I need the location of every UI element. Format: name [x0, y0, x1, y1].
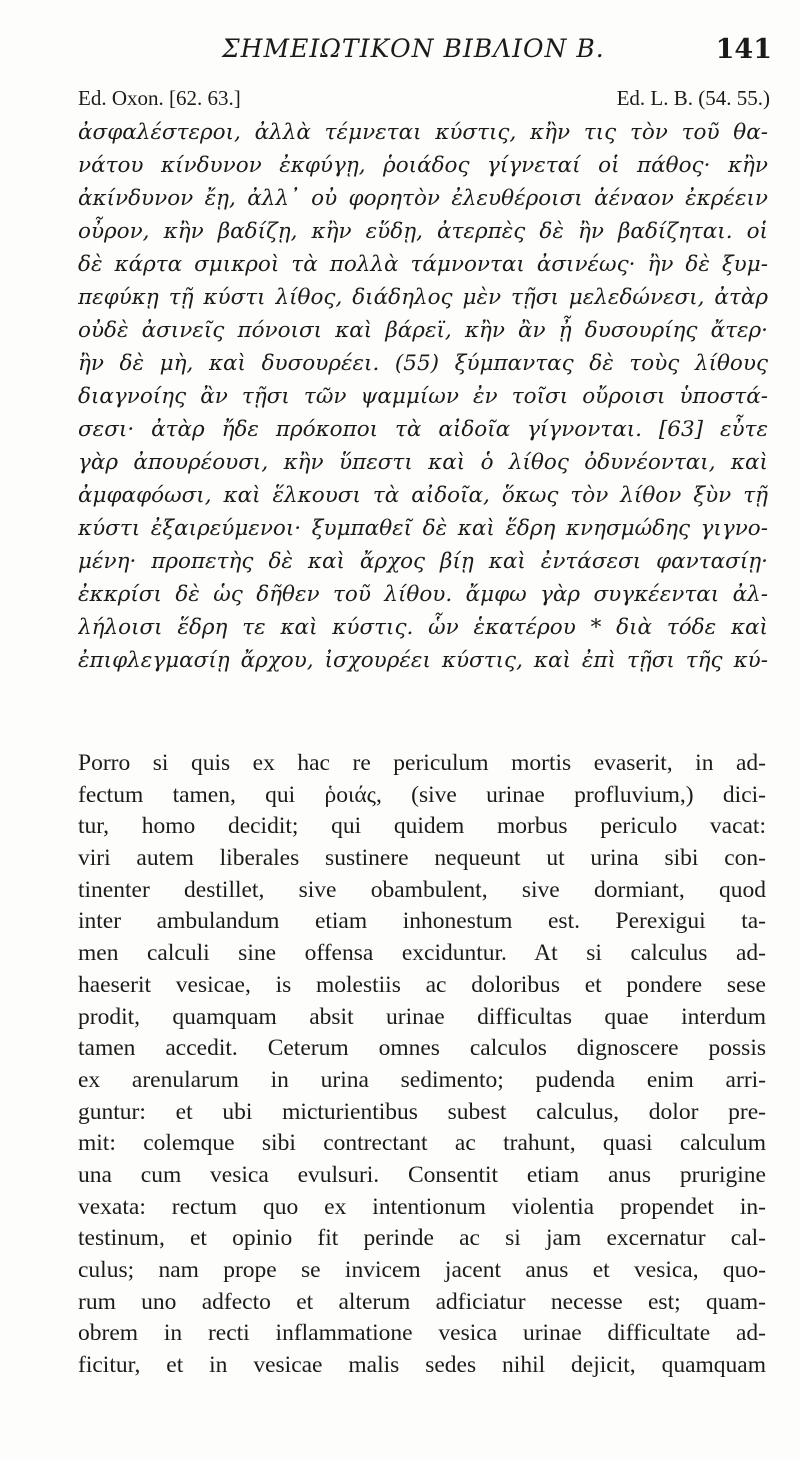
- greek-line: δὲ κάρτα σμικροὶ τὰ πολλὰ τάμνονται ἀσινέως· ἢν δὲ ξυμ-: [78, 252, 768, 277]
- latin-line: guntur: et ubi micturientibus subest calculus, dolor pre-: [78, 1098, 766, 1125]
- page-header: [0, 34, 800, 74]
- edition-references: [0, 86, 800, 114]
- latin-line: vexata: rectum quo ex intentionum violentia propendet in-: [78, 1193, 766, 1220]
- greek-line: ἀσφαλέστεροι, ἀλλὰ τέμνεται κύστις, κἢν τις τὸν τοῦ θα-: [78, 120, 768, 145]
- greek-line: σεσι· ἀτὰρ ἤδε πρόκοποι τὰ αἰδοῖα γίγνονται. [63] εὖτε: [78, 417, 768, 442]
- latin-line: tinenter destillet, sive obambulent, sive dormiant, quod: [78, 876, 766, 903]
- latin-line: Porro si quis ex hac re periculum mortis evaserit, in ad-: [78, 750, 766, 776]
- latin-line: haeserit vesicae, is molestiis ac doloribus et pondere sese: [78, 971, 766, 998]
- greek-line: ἀκίνδυνον ἔῃ, ἀλλ᾽ οὐ φορητὸν ἐλευθέροισι ἀέναον ἐκρέειν: [78, 186, 768, 211]
- latin-line: tur, homo decidit; qui quidem morbus periculo vacat:: [78, 813, 766, 840]
- greek-line: ἐκκρίσι δὲ ὡς δῆθεν τοῦ λίθου. ἄμφω γὰρ συγκέενται ἀλ-: [78, 582, 768, 607]
- edition-reference-leiden: Ed. L. B. (54. 55.): [616, 86, 770, 110]
- greek-line: νάτου κίνδυνον ἐκφύγῃ, ῥοιάδος γίγνεταί οἱ πάθος· κἢν: [78, 153, 768, 178]
- latin-line: culus; nam prope se invicem jacent anus et vesica, quo-: [78, 1257, 766, 1283]
- latin-line: testinum, et opinio fit perinde ac si jam excernatur cal-: [78, 1225, 766, 1252]
- edition-reference-oxford: Ed. Oxon. [62. 63.]: [78, 86, 241, 110]
- latin-line: viri autem liberales sustinere nequeunt ut urina sibi con-: [78, 845, 766, 872]
- latin-line: obrem in recti inflammatione vesica urinae difficultate ad-: [78, 1320, 766, 1347]
- greek-line: κύστι ἐξαιρεύμενοι· ξυμπαθεῖ δὲ καὶ ἕδρη κνησμώδης γιγνο-: [78, 516, 768, 541]
- page-number: 141: [715, 34, 772, 65]
- latin-line: ficitur, et in vesicae malis sedes nihil dejicit, quamquam: [78, 1352, 766, 1379]
- greek-line: ἢν δὲ μὴ, καὶ δυσουρέει. (55) ξύμπαντας δὲ τοὺς λίθους: [78, 351, 768, 376]
- greek-line: οὖρον, κἢν βαδίζῃ, κἢν εὕδῃ, ἀτερπὲς δὲ ἢν βαδίζηται. οἱ: [78, 219, 768, 244]
- greek-line: διαγνοίης ἂν τῇσι τῶν ψαμμίων ἐν τοῖσι οὔροισι ὑποστά-: [78, 384, 768, 409]
- latin-line: mit: colemque sibi contrectant ac trahunt, quasi calculum: [78, 1130, 766, 1157]
- greek-line: οὐδὲ ἀσινεῖς πόνοισι καὶ βάρεϊ, κἢν ἂν ᾖ δυσουρίης ἄτερ·: [78, 318, 768, 343]
- greek-line: γὰρ ἀπουρέουσι, κἢν ὕπεστι καὶ ὁ λίθος ὀδυνέονται, καὶ: [78, 450, 768, 475]
- latin-line: ex arenularum in urina sedimento; pudenda enim arri-: [78, 1066, 766, 1093]
- greek-line: ἐπιφλεγμασίῃ ἄρχου, ἰσχουρέει κύστις, καὶ ἐπὶ τῇσι τῆς κύ-: [78, 648, 768, 673]
- greek-line: μένη· προπετὴς δὲ καὶ ἄρχος βίῃ καὶ ἐντάσεσι φαντασίῃ·: [78, 549, 768, 574]
- greek-line: ἀμφαφόωσι, καὶ ἕλκουσι τὰ αἰδοῖα, ὅκως τὸν λίθον ξὺν τῇ: [78, 483, 768, 508]
- latin-line: fectum tamen, qui ῥοιάς, (sive urinae profluvium,) dici-: [78, 781, 766, 808]
- latin-line: men calculi sine offensa exciduntur. At si calculus ad-: [78, 940, 766, 967]
- greek-line: πεφύκῃ τῇ κύστι λίθος, διάδηλος μὲν τῇσι μελεδώνεσι, ἀτὰρ: [78, 285, 768, 310]
- latin-translation-block: [78, 748, 766, 1382]
- greek-text-block: [78, 116, 768, 677]
- latin-line: prodit, quamquam absit urinae difficultas quae interdum: [78, 1003, 766, 1030]
- latin-line: tamen accedit. Ceterum omnes calculos dignoscere possis: [78, 1035, 766, 1062]
- latin-line: una cum vesica evulsuri. Consentit etiam anus prurigine: [78, 1161, 766, 1188]
- latin-line: rum uno adfecto et alterum adficiatur necesse est; quam-: [78, 1288, 766, 1315]
- greek-line: λήλοισι ἕδρη τε καὶ κύστις. ὧν ἑκατέρου * διὰ τόδε καὶ: [78, 615, 768, 640]
- latin-line: inter ambulandum etiam inhonestum est. Perexigui ta-: [78, 908, 766, 935]
- running-title: ΣΗΜΕΙΩΤΙΚΟΝ ΒΙΒΛΙΟΝ Β.: [222, 34, 605, 63]
